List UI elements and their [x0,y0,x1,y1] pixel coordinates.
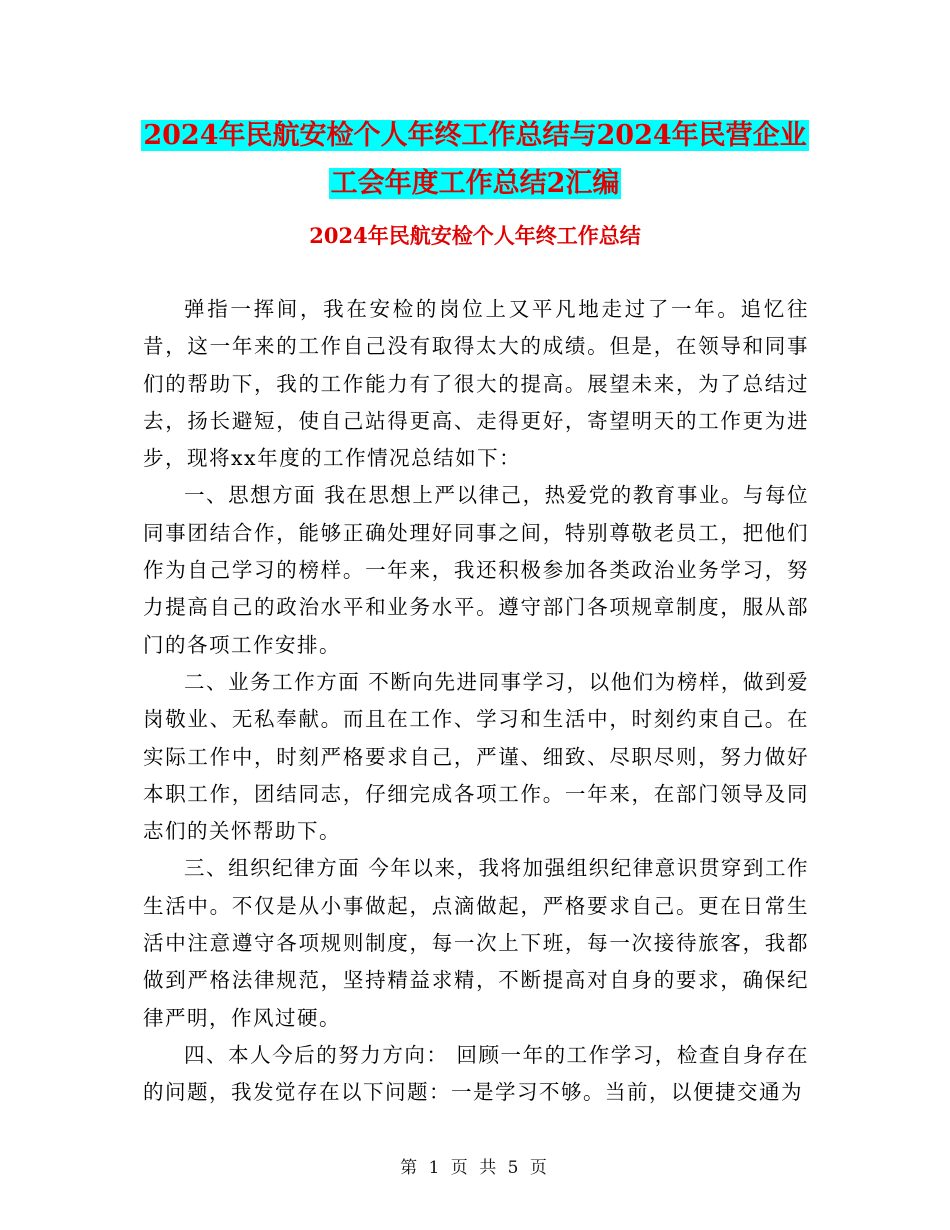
paragraph: 弹指一挥间，我在安检的岗位上又平凡地走过了一年。追忆往昔，这一年来的工作自己没有取得太大的成绩。但是，在领导和同事们的帮助下，我的工作能力有了很大的提高。展望未来，为了总结过去，扬长避短，使自己站得更高、走得更好，寄望明天的工作更为进步，现将xx年度的工作情况总结如下： [143,297,809,471]
paragraph: 一、思想方面 我在思想上严以律己，热爱党的教育事业。与每位同事团结合作，能够正确处理好同事之间，特别尊敬老员工，把他们作为自己学习的榜样。一年来，我还积极参加各类政治业务学习，努力提高自己的政治水平和业务水平。遵守部门各项规章制度，服从部门的各项工作安排。 [143,483,809,657]
paragraph: 二、业务工作方面 不断向先进同事学习，以他们为榜样，做到爱岗敬业、无私奉献。而且在工作、学习和生活中，时刻约束自己。在实际工作中，时刻严格要求自己，严谨、细致、尽职尽则，努力做好本职工作，团结同志，仔细完成各项工作。一年来，在部门领导及同志们的关怀帮助下。 [143,669,809,844]
paragraph: 三、组织纪律方面 今年以来，我将加强组织纪律意识贯穿到工作生活中。不仅是从小事做起，点滴做起，严格要求自己。更在日常生活中注意遵守各项规则制度，每一次上下班，每一次接待旅客，我都做到严格法律规范，坚持精益求精，不断提高对自身的要求，确保纪律严明，作风过硬。 [143,856,809,1030]
document-title [0,112,950,208]
paragraph: 四、本人今后的努力方向： 回顾一年的工作学习，检查自身存在的问题，我发觉存在以下问题：一是学习不够。当前，以便捷交通为 [143,1042,809,1105]
page-number-footer: 第 1 页 共 5 页 [400,1158,550,1178]
section-title: 2024年民航安检个人年终工作总结 [309,223,641,248]
document-body [143,291,809,1112]
document-title-line2: 工会年度工作总结2汇编 [330,168,620,199]
document-title-line1: 2024年民航安检个人年终工作总结与2024年民营企业 [143,120,807,151]
